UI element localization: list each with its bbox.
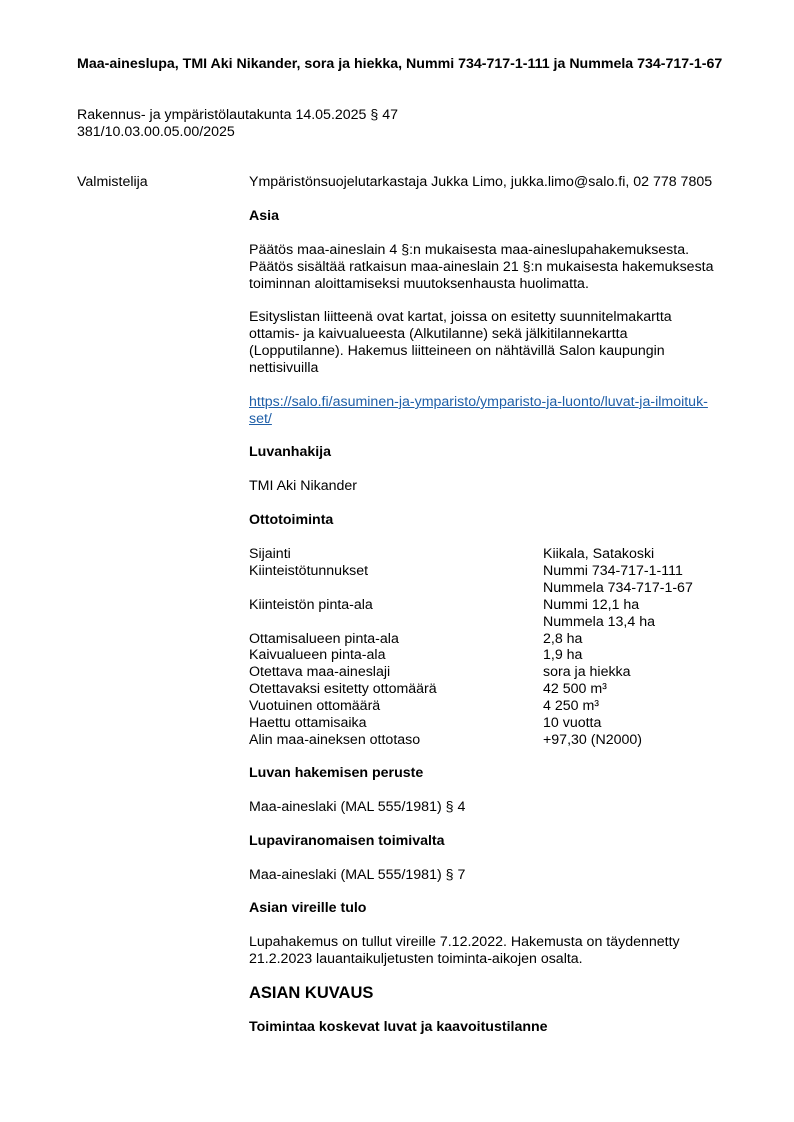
kv-value: 10 vuotta <box>543 715 602 731</box>
board-meeting-line: Rakennus- ja ympäristölautakunta 14.05.2025 § 47 <box>77 107 399 123</box>
kv-value: 4 250 m³ <box>543 698 599 714</box>
kv-key: Kaivualueen pinta-ala <box>249 647 386 663</box>
toimivalta-value: Maa-aineslaki (MAL 555/1981) § 7 <box>249 867 466 883</box>
luvat-kaavoitus-subheading: Toimintaa koskevat luvat ja kaavoitustilanne <box>249 1019 548 1035</box>
asia-paragraph-1-line-2: Päätös sisältää ratkaisun maa-aineslain 21 §:n mukaisesta hakemuksesta <box>249 259 714 275</box>
kv-key: Vuotuinen ottomäärä <box>249 698 381 714</box>
vireille-line-2: 21.2.2023 lauantaikuljetusten toiminta-aikojen osalta. <box>249 951 583 967</box>
asia-paragraph-1-line-3: toiminnan aloittamiseksi muutoksenhausta huolimatta. <box>249 276 589 292</box>
toimivalta-heading: Lupaviranomaisen toimivalta <box>249 833 445 849</box>
kv-value: 2,8 ha <box>543 631 583 647</box>
attachment-link[interactable] <box>249 394 729 411</box>
attachment-link-continuation[interactable] <box>249 411 729 428</box>
kv-key: Sijainti <box>249 546 291 562</box>
kv-value: +97,30 (N2000) <box>543 732 642 748</box>
peruste-heading: Luvan hakemisen peruste <box>249 765 424 781</box>
document-title: Maa-aineslupa, TMI Aki Nikander, sora ja hiekka, Nummi 734-717-1-111 ja Nummela 734-717-1-67 <box>77 56 723 72</box>
kv-value: 42 500 m³ <box>543 681 607 697</box>
asia-paragraph-1-line-1: Päätös maa-aineslain 4 §:n mukaisesta maa-aineslupahakemuksesta. <box>249 242 690 258</box>
kv-key: Otettavaksi esitetty ottomäärä <box>249 681 437 697</box>
kv-key: Kiinteistön pinta-ala <box>249 597 373 613</box>
peruste-value: Maa-aineslaki (MAL 555/1981) § 4 <box>249 799 466 815</box>
attachment-link-line-1[interactable]: https://salo.fi/asuminen-ja-ymparisto/ymparisto-ja-luonto/luvat-ja-ilmoituk- <box>249 394 708 410</box>
luvanhakija-heading: Luvanhakija <box>249 444 332 460</box>
kv-value: Nummela 13,4 ha <box>543 614 655 630</box>
asia-paragraph-2-line-3: (Lopputilanne). Hakemus liitteineen on nähtävillä Salon kaupungin <box>249 343 665 359</box>
vireille-heading: Asian vireille tulo <box>249 900 367 916</box>
kv-key: Ottamisalueen pinta-ala <box>249 631 399 647</box>
preparer-label: Valmistelija <box>77 174 148 190</box>
kv-value: Nummela 734-717-1-67 <box>543 580 693 596</box>
asia-paragraph-2-line-1: Esityslistan liitteenä ovat kartat, joissa on esitetty suunnitelmakartta <box>249 309 672 325</box>
kv-value: Nummi 12,1 ha <box>543 597 640 613</box>
kv-value: Nummi 734-717-1-111 <box>543 563 683 579</box>
asian-kuvaus-heading: ASIAN KUVAUS <box>249 984 374 1002</box>
kv-key: Kiinteistötunnukset <box>249 563 369 579</box>
preparer-value: Ympäristönsuojelutarkastaja Jukka Limo, jukka.limo@salo.fi, 02 778 7805 <box>249 174 713 190</box>
kv-value: Kiikala, Satakoski <box>543 546 655 562</box>
luvanhakija-value: TMI Aki Nikander <box>249 478 358 494</box>
attachment-link-line-2[interactable]: set/ <box>249 411 272 427</box>
kv-value: sora ja hiekka <box>543 664 631 680</box>
kv-value: 1,9 ha <box>543 647 583 663</box>
ottotoiminta-heading: Ottotoiminta <box>249 512 334 528</box>
kv-key: Alin maa-aineksen ottotaso <box>249 732 421 748</box>
record-number: 381/10.03.00.05.00/2025 <box>77 124 235 140</box>
asia-heading: Asia <box>249 208 279 224</box>
kv-key: Otettava maa-aineslaji <box>249 664 391 680</box>
vireille-line-1: Lupahakemus on tullut vireille 7.12.2022. Hakemusta on täydennetty <box>249 934 680 950</box>
kv-key: Haettu ottamisaika <box>249 715 367 731</box>
asia-paragraph-2-line-4: nettisivuilla <box>249 360 319 376</box>
asia-paragraph-2-line-2: ottamis- ja kaivualueesta (Alkutilanne) sekä jälkitilannekartta <box>249 326 628 342</box>
